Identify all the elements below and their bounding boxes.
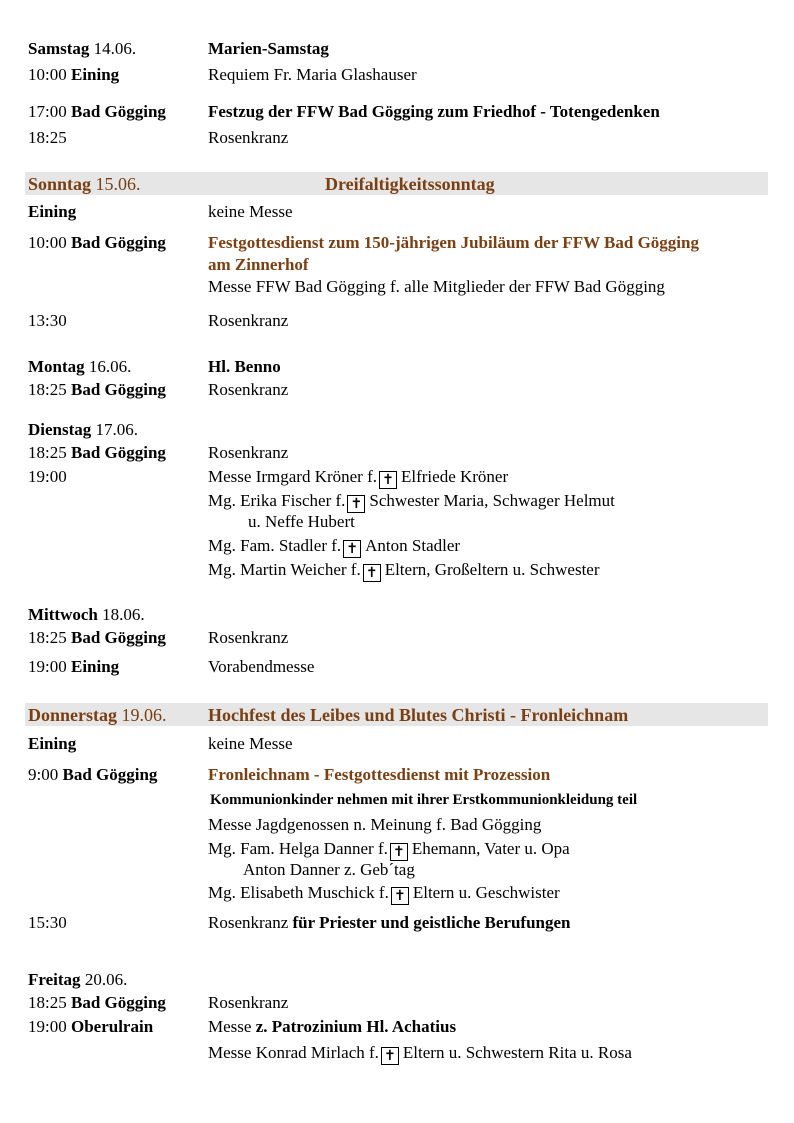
- time: 13:30: [28, 311, 67, 330]
- schedule-line: [28, 882, 768, 904]
- intention-pre: Mg. Fam. Helga Danner f.: [208, 839, 388, 858]
- place: Bad Gögging: [70, 380, 166, 399]
- event-text: Festzug der FFW Bad Gögging zum Friedhof - Totengedenken: [208, 102, 660, 121]
- schedule-line: [28, 64, 768, 86]
- day-name: Donnerstag: [28, 705, 117, 725]
- event-text-bold: für Priester und geistliche Berufungen: [292, 913, 571, 932]
- schedule-line-cont: [28, 254, 768, 276]
- cross-icon: ✝: [379, 471, 397, 489]
- day-date: 20.06.: [84, 970, 128, 989]
- day-header-dienstag: [28, 419, 768, 441]
- event-text: Messe Jagdgenossen n. Meinung f. Bad Gögging: [208, 815, 542, 834]
- intention-post: Eltern u. Geschwister: [412, 883, 560, 902]
- day-header-freitag: [28, 969, 768, 991]
- schedule-line: [28, 232, 768, 254]
- intention-post: Eltern, Großeltern u. Schwester: [384, 560, 600, 579]
- cross-icon: ✝: [343, 540, 361, 558]
- day-name: Samstag: [28, 39, 90, 58]
- schedule-line: [28, 466, 768, 488]
- intention-pre: Mg. Elisabeth Muschick f.: [208, 883, 389, 902]
- feast-title: Dreifaltigkeitssonntag: [325, 174, 495, 194]
- event-text: Rosenkranz: [208, 380, 289, 399]
- schedule-line-cont: [28, 814, 768, 836]
- intention-cont: u. Neffe Hubert: [248, 512, 355, 531]
- cross-icon: ✝: [381, 1047, 399, 1065]
- event-text: Rosenkranz: [208, 913, 289, 932]
- schedule-line: [28, 912, 768, 934]
- time: 9:00: [28, 765, 59, 784]
- place: Bad Gögging: [70, 443, 166, 462]
- place: Bad Gögging: [70, 233, 166, 252]
- time: 18:25: [28, 993, 67, 1012]
- day-header-sonntag: [28, 173, 768, 195]
- event-text: Rosenkranz: [208, 128, 289, 147]
- place: Bad Gögging: [62, 765, 158, 784]
- schedule-line-cont: [28, 789, 768, 811]
- schedule-line: [28, 559, 768, 581]
- time: 18:25: [28, 128, 67, 147]
- day-header-samstag: [28, 38, 768, 60]
- time: 19:00: [28, 657, 67, 676]
- intention-post: Schwester Maria, Schwager Helmut: [369, 491, 615, 510]
- day-header-mittwoch: [28, 604, 768, 626]
- schedule-line: [28, 1016, 768, 1038]
- place: Eining: [70, 65, 120, 84]
- intention-cont: Anton Danner z. Geb´tag: [243, 860, 415, 879]
- time: 15:30: [28, 913, 67, 932]
- time: 10:00: [28, 65, 67, 84]
- day-date: 14.06.: [93, 39, 137, 58]
- event-text: Messe: [208, 1017, 252, 1036]
- event-text-bold: z. Patrozinium Hl. Achatius: [255, 1017, 457, 1036]
- place: Bad Gögging: [70, 628, 166, 647]
- schedule-line: [28, 490, 768, 512]
- event-text: am Zinnerhof: [208, 255, 309, 274]
- schedule-line: [28, 201, 768, 223]
- schedule-line-cont: [28, 859, 768, 881]
- day-date: 16.06.: [88, 357, 132, 376]
- intention-post: Anton Stadler: [365, 536, 461, 555]
- day-name: Mittwoch: [28, 605, 98, 624]
- day-header-donnerstag: [28, 704, 768, 726]
- intention-post: Eltern u. Schwestern Rita u. Rosa: [402, 1043, 632, 1062]
- schedule-line: [28, 379, 768, 401]
- day-date: 15.06.: [95, 174, 141, 194]
- schedule-line: [28, 127, 768, 149]
- intention-pre: Mg. Erika Fischer f.: [208, 491, 346, 510]
- place: Bad Gögging: [70, 102, 166, 121]
- feast-title: Marien-Samstag: [208, 39, 329, 58]
- time: 19:00: [28, 1017, 67, 1036]
- schedule-line: [28, 627, 768, 649]
- event-text: Rosenkranz: [208, 443, 289, 462]
- event-text: Requiem Fr. Maria Glashauser: [208, 65, 417, 84]
- intention-post: Elfriede Kröner: [401, 467, 509, 486]
- intention-pre: Messe Konrad Mirlach f.: [208, 1043, 379, 1062]
- intention-pre: Messe Irmgard Kröner f.: [208, 467, 377, 486]
- cross-icon: ✝: [390, 843, 408, 861]
- feast-title: Hl. Benno: [208, 357, 281, 376]
- schedule-line: [28, 1042, 768, 1064]
- time: 10:00: [28, 233, 67, 252]
- event-text: Fronleichnam - Festgottesdienst mit Prozession: [208, 765, 551, 784]
- day-date: 19.06.: [121, 705, 167, 725]
- cross-icon: ✝: [391, 887, 409, 905]
- event-text: Rosenkranz: [208, 311, 289, 330]
- day-header-montag: [28, 356, 768, 378]
- time: 18:25: [28, 443, 67, 462]
- intention-post: Ehemann, Vater u. Opa: [411, 839, 570, 858]
- day-date: 18.06.: [102, 605, 145, 624]
- time: 18:25: [28, 380, 67, 399]
- place: Oberulrain: [70, 1017, 154, 1036]
- time: 19:00: [28, 467, 67, 486]
- event-text: Messe FFW Bad Gögging f. alle Mitglieder der FFW Bad Gögging: [208, 277, 665, 296]
- feast-title: Hochfest des Leibes und Blutes Christi - Fronleichnam: [208, 705, 629, 725]
- day-name: Sonntag: [28, 174, 92, 194]
- event-note: Kommunionkinder nehmen mit ihrer Erstkommunionkleidung teil: [210, 792, 638, 808]
- schedule-line: [28, 992, 768, 1014]
- schedule-line-cont: [28, 511, 768, 533]
- schedule-line: [28, 535, 768, 557]
- place: Bad Gögging: [70, 993, 166, 1012]
- cross-icon: ✝: [363, 564, 381, 582]
- event-text: keine Messe: [208, 202, 293, 221]
- schedule-line: [28, 838, 768, 860]
- place: Eining: [28, 202, 77, 221]
- event-text: Rosenkranz: [208, 993, 289, 1012]
- event-text: Vorabendmesse: [208, 657, 315, 676]
- day-name: Freitag: [28, 970, 81, 989]
- day-name: Dienstag: [28, 420, 92, 439]
- place: Eining: [28, 734, 77, 753]
- cross-icon: ✝: [347, 495, 365, 513]
- schedule-line: [28, 310, 768, 332]
- event-text: keine Messe: [208, 734, 293, 753]
- schedule-line: [28, 101, 768, 123]
- time: 17:00: [28, 102, 67, 121]
- event-text: Festgottesdienst zum 150-jährigen Jubiläum der FFW Bad Gögging: [208, 233, 699, 252]
- intention-pre: Mg. Fam. Stadler f.: [208, 536, 342, 555]
- event-text: Rosenkranz: [208, 628, 289, 647]
- day-name: Montag: [28, 357, 85, 376]
- schedule-line-cont: [28, 276, 768, 298]
- day-date: 17.06.: [95, 420, 139, 439]
- schedule-line: [28, 442, 768, 464]
- place: Eining: [70, 657, 120, 676]
- schedule-line: [28, 764, 768, 786]
- time: 18:25: [28, 628, 67, 647]
- schedule-line: [28, 656, 768, 678]
- schedule-line: [28, 733, 768, 755]
- intention-pre: Mg. Martin Weicher f.: [208, 560, 361, 579]
